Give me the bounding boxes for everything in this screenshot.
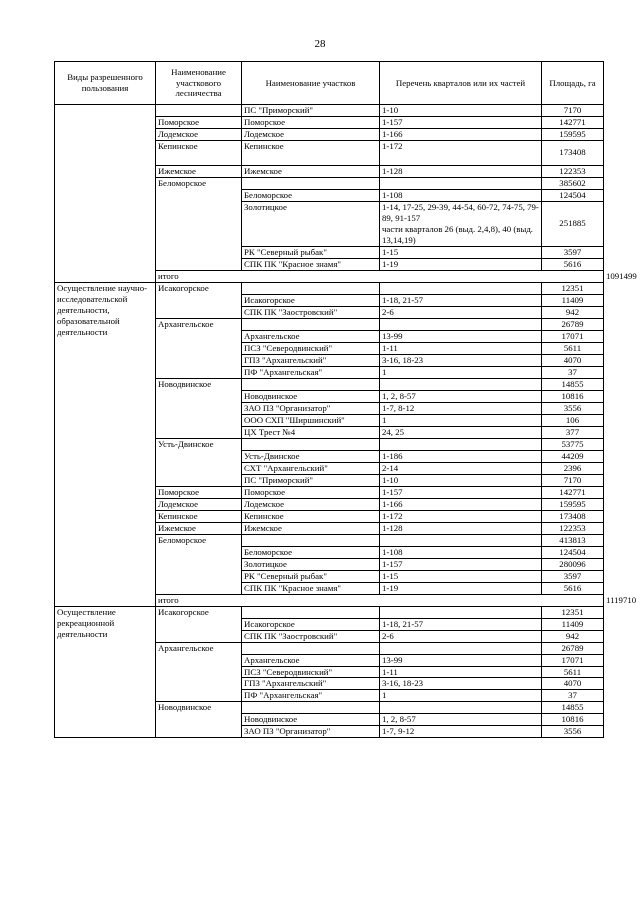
- quarters-cell: 1-10: [380, 474, 542, 486]
- area-cell: 280096: [542, 558, 604, 570]
- plot-cell: Исакогорское: [242, 294, 380, 306]
- area-cell: 142771: [542, 486, 604, 498]
- area-cell: 173408: [542, 140, 604, 165]
- table-row: [55, 105, 604, 117]
- plot-cell: [242, 378, 380, 390]
- plot-cell: СХТ "Архангельский": [242, 462, 380, 474]
- header-area: Площадь, га: [542, 62, 604, 105]
- plot-cell: ПФ "Архангельская": [242, 366, 380, 378]
- area-cell: 44209: [542, 450, 604, 462]
- plot-cell: Золотицкое: [242, 201, 380, 246]
- plot-cell: Архангельское: [242, 330, 380, 342]
- plot-cell: [242, 606, 380, 618]
- area-cell: 106: [542, 414, 604, 426]
- forestry-cell: Кепинское: [156, 140, 242, 165]
- quarters-cell: 1-19: [380, 258, 542, 270]
- area-cell: 7170: [542, 105, 604, 117]
- area-cell: 124504: [542, 189, 604, 201]
- plot-cell: Лодемское: [242, 128, 380, 140]
- plot-cell: ПСЗ "Северодвинский": [242, 666, 380, 678]
- plot-cell: Новодвинское: [242, 714, 380, 726]
- plot-cell: Исакогорское: [242, 618, 380, 630]
- plot-cell: СПК ПК "Красное знамя": [242, 258, 380, 270]
- area-cell: 11409: [542, 294, 604, 306]
- quarters-cell: [380, 177, 542, 189]
- quarters-cell: 2-14: [380, 462, 542, 474]
- plot-cell: Лодемское: [242, 498, 380, 510]
- area-cell: 159595: [542, 498, 604, 510]
- area-cell: 11409: [542, 618, 604, 630]
- forestry-cell: Лодемское: [156, 128, 242, 140]
- plot-cell: Усть-Двинское: [242, 450, 380, 462]
- area-cell: 3556: [542, 726, 604, 738]
- land-use-table: [54, 61, 637, 283]
- plot-cell: [242, 702, 380, 714]
- area-cell: 159595: [542, 128, 604, 140]
- area-total-cell: 14855: [542, 378, 604, 390]
- forestry-cell: Исакогорское: [156, 606, 242, 642]
- area-cell: 7170: [542, 474, 604, 486]
- forestry-cell: Беломорское: [156, 534, 242, 594]
- quarters-cell: 1-10: [380, 105, 542, 117]
- area-cell: 942: [542, 306, 604, 318]
- use-type-cell: [55, 105, 156, 283]
- quarters-cell: [380, 534, 542, 546]
- area-cell: 122353: [542, 165, 604, 177]
- quarters-cell: 1-19: [380, 582, 542, 594]
- quarters-cell: 1-18, 21-57: [380, 294, 542, 306]
- plot-cell: ПС "Приморский": [242, 474, 380, 486]
- forestry-cell: Лодемское: [156, 498, 242, 510]
- area-total-cell: 14855: [542, 702, 604, 714]
- plot-cell: [242, 283, 380, 295]
- plot-cell: ГПЗ "Архангельский": [242, 354, 380, 366]
- plot-cell: Кепинское: [242, 140, 380, 165]
- area-total-cell: 26789: [542, 318, 604, 330]
- quarters-cell: 1-11: [380, 666, 542, 678]
- plot-cell: Ижемское: [242, 165, 380, 177]
- plot-cell: РК "Северный рыбак": [242, 246, 380, 258]
- plot-cell: ЦХ Трест №4: [242, 426, 380, 438]
- forestry-cell: Архангельское: [156, 318, 242, 378]
- quarters-cell: 1: [380, 366, 542, 378]
- quarters-cell: 1-7, 9-12: [380, 726, 542, 738]
- header-quarters: Перечень кварталов или их частей: [380, 62, 542, 105]
- forestry-cell: Новодвинское: [156, 378, 242, 438]
- quarters-cell: 2-6: [380, 630, 542, 642]
- use-type-cell: Осуществление научно-исследовательской деятельности, образовательной деятельности: [55, 283, 156, 607]
- table-row: [55, 606, 604, 618]
- area-total-cell: 53775: [542, 438, 604, 450]
- forestry-cell: Архангельское: [156, 642, 242, 702]
- forestry-cell: Ижемское: [156, 522, 242, 534]
- plot-cell: ПС "Приморский": [242, 105, 380, 117]
- total-label: итого: [156, 270, 604, 282]
- area-cell: 37: [542, 366, 604, 378]
- plot-cell: [242, 534, 380, 546]
- quarters-cell: 1-128: [380, 522, 542, 534]
- quarters-cell: 2-6: [380, 306, 542, 318]
- quarters-cell: 1, 2, 8-57: [380, 390, 542, 402]
- quarters-cell: 1-11: [380, 342, 542, 354]
- area-cell: 37: [542, 690, 604, 702]
- plot-cell: ГПЗ "Архангельский": [242, 678, 380, 690]
- forestry-cell: Исакогорское: [156, 283, 242, 319]
- plot-cell: ООО СХП "Ширшинский": [242, 414, 380, 426]
- area-cell: 3597: [542, 246, 604, 258]
- plot-cell: Поморское: [242, 116, 380, 128]
- land-use-table-part2: [54, 282, 637, 738]
- quarters-cell: [380, 702, 542, 714]
- quarters-cell: 1-108: [380, 189, 542, 201]
- forestry-cell: Поморское: [156, 116, 242, 128]
- quarters-cell: [380, 283, 542, 295]
- header-row: [55, 62, 604, 105]
- plot-cell: ПФ "Архангельская": [242, 690, 380, 702]
- quarters-cell: 1-108: [380, 546, 542, 558]
- area-cell: 17071: [542, 654, 604, 666]
- quarters-cell: [380, 642, 542, 654]
- plot-cell: ЗАО ПЗ "Организатор": [242, 402, 380, 414]
- area-cell: 122353: [542, 522, 604, 534]
- area-cell: 2396: [542, 462, 604, 474]
- quarters-cell: 1-157: [380, 558, 542, 570]
- quarters-cell: 24, 25: [380, 426, 542, 438]
- quarters-cell: 1-186: [380, 450, 542, 462]
- quarters-cell: 1-166: [380, 128, 542, 140]
- forestry-cell: Ижемское: [156, 165, 242, 177]
- plot-cell: [242, 318, 380, 330]
- total-row: итого 1091499: [55, 270, 604, 282]
- forestry-cell: Усть-Двинское: [156, 438, 242, 486]
- area-cell: 173408: [542, 510, 604, 522]
- quarters-cell: 1: [380, 414, 542, 426]
- total-row: итого 1119710: [55, 594, 604, 606]
- quarters-cell: 13-99: [380, 330, 542, 342]
- area-total-cell: 12351: [542, 606, 604, 618]
- quarters-cell: 1-15: [380, 570, 542, 582]
- quarters-cell: 3-16, 18-23: [380, 678, 542, 690]
- plot-cell: ПСЗ "Северодвинский": [242, 342, 380, 354]
- plot-cell: [242, 438, 380, 450]
- quarters-cell: 1-18, 21-57: [380, 618, 542, 630]
- quarters-line: части кварталов 26 (выд. 2,4,8), 40 (выд. 13,14,19): [382, 223, 534, 245]
- plot-cell: Ижемское: [242, 522, 380, 534]
- area-cell: 3597: [542, 570, 604, 582]
- quarters-cell: 1-172: [380, 140, 542, 165]
- quarters-cell: 13-99: [380, 654, 542, 666]
- area-cell: 10816: [542, 714, 604, 726]
- plot-cell: Новодвинское: [242, 390, 380, 402]
- area-total-cell: 413813: [542, 534, 604, 546]
- total-label: итого: [156, 594, 604, 606]
- forestry-cell: Новодвинское: [156, 702, 242, 738]
- plot-cell: [242, 177, 380, 189]
- quarters-cell: [380, 438, 542, 450]
- quarters-cell: 1-15: [380, 246, 542, 258]
- plot-cell: Поморское: [242, 486, 380, 498]
- forestry-cell: Кепинское: [156, 510, 242, 522]
- area-cell: 124504: [542, 546, 604, 558]
- quarters-cell: 1-166: [380, 498, 542, 510]
- plot-cell: СПК ПК "Красное знамя": [242, 582, 380, 594]
- forestry-cell: Беломорское: [156, 177, 242, 270]
- area-total-cell: 385602: [542, 177, 604, 189]
- plot-cell: Архангельское: [242, 654, 380, 666]
- plot-cell: СПК ПК "Заостровский": [242, 306, 380, 318]
- use-type-cell: Осуществление рекреационной деятельности: [55, 606, 156, 738]
- quarters-line: 1-14, 17-25, 29-39, 44-54, 60-72, 74-75, 79-89, 91-157: [382, 201, 539, 223]
- quarters-cell: 1-157: [380, 116, 542, 128]
- area-cell: 17071: [542, 330, 604, 342]
- header-plot: Наименование участков: [242, 62, 380, 105]
- quarters-cell: 1-172: [380, 510, 542, 522]
- area-cell: 942: [542, 630, 604, 642]
- header-forestry: Наименование участкового лесничества: [156, 62, 242, 105]
- plot-cell: Кепинское: [242, 510, 380, 522]
- header-use-type: Виды разрешенного пользования: [55, 62, 156, 105]
- area-cell: 4070: [542, 678, 604, 690]
- plot-cell: Золотицкое: [242, 558, 380, 570]
- quarters-cell: 1-128: [380, 165, 542, 177]
- area-cell: 5611: [542, 342, 604, 354]
- plot-cell: СПК ПК "Заостровский": [242, 630, 380, 642]
- quarters-cell: 3-16, 18-23: [380, 354, 542, 366]
- forestry-cell: [156, 105, 242, 117]
- area-cell: 4070: [542, 354, 604, 366]
- quarters-cell: 1: [380, 690, 542, 702]
- plot-cell: РК "Северный рыбак": [242, 570, 380, 582]
- quarters-cell: [380, 606, 542, 618]
- area-cell: 5616: [542, 582, 604, 594]
- area-cell: 10816: [542, 390, 604, 402]
- quarters-cell: [380, 318, 542, 330]
- forestry-cell: Поморское: [156, 486, 242, 498]
- plot-cell: Беломорское: [242, 189, 380, 201]
- area-cell: 377: [542, 426, 604, 438]
- plot-cell: ЗАО ПЗ "Организатор": [242, 726, 380, 738]
- area-total-cell: 12351: [542, 283, 604, 295]
- plot-cell: Беломорское: [242, 546, 380, 558]
- plot-cell: [242, 642, 380, 654]
- quarters-cell: 1-7, 8-12: [380, 402, 542, 414]
- quarters-cell: 1-157: [380, 486, 542, 498]
- area-cell: 3556: [542, 402, 604, 414]
- area-cell: 5616: [542, 258, 604, 270]
- area-cell: 142771: [542, 116, 604, 128]
- area-cell: 251885: [542, 201, 604, 246]
- area-total-cell: 26789: [542, 642, 604, 654]
- quarters-cell: 1, 2, 8-57: [380, 714, 542, 726]
- quarters-cell: [380, 201, 542, 246]
- table-row: [55, 283, 604, 295]
- quarters-cell: [380, 378, 542, 390]
- area-cell: 5611: [542, 666, 604, 678]
- page-number: 28: [314, 38, 326, 50]
